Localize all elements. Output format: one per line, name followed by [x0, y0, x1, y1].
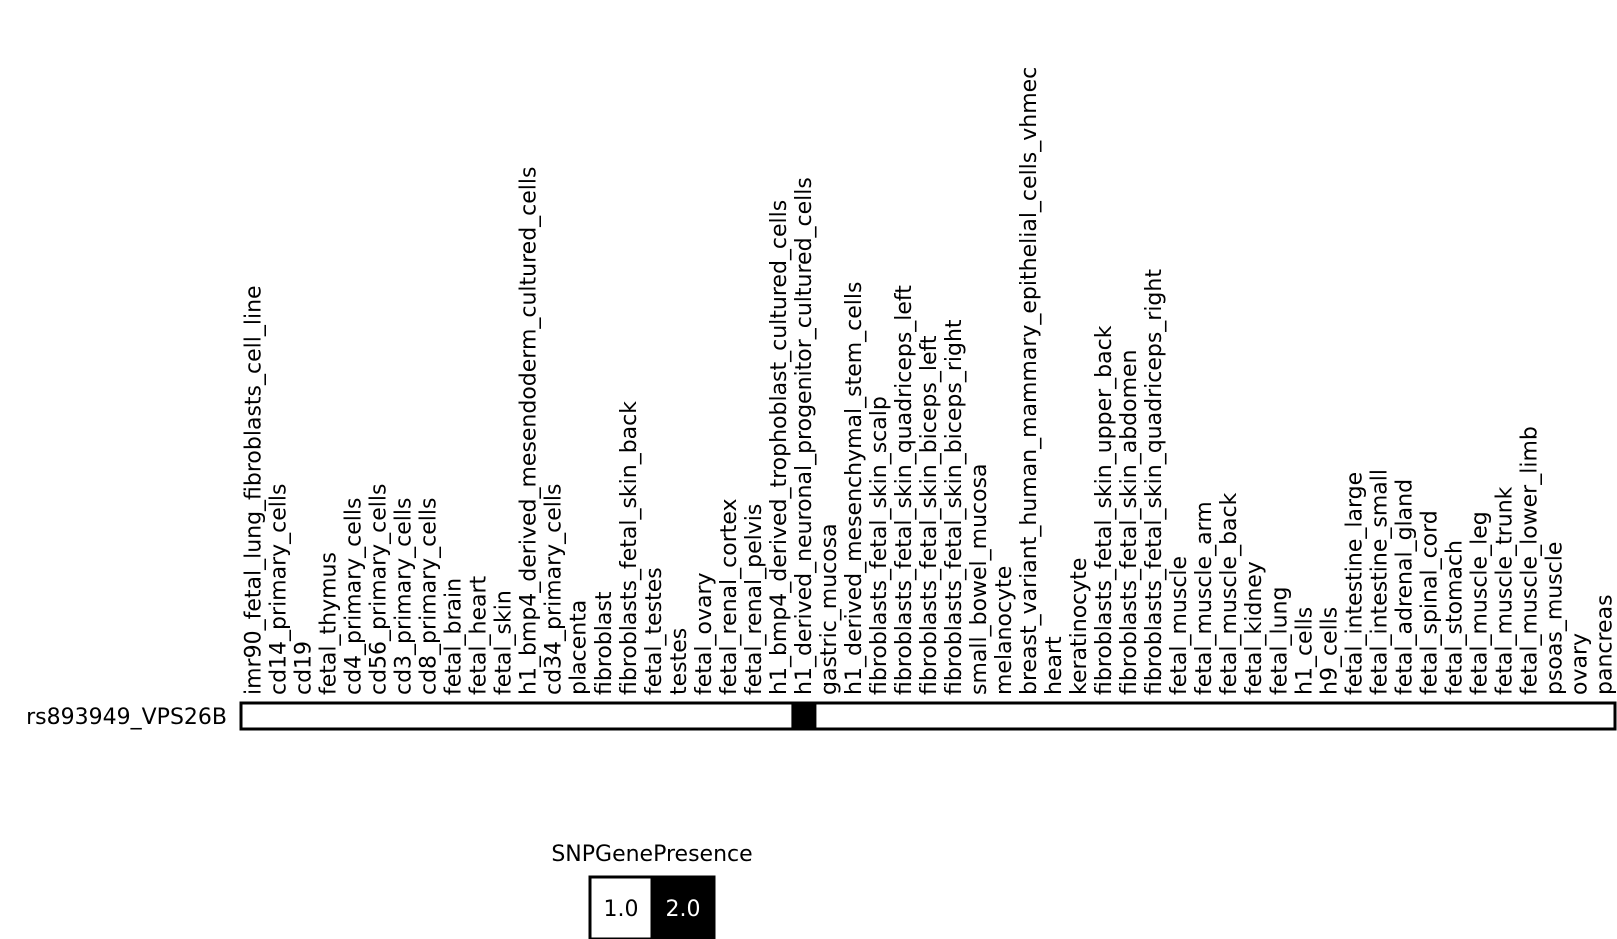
column-label: fetal_kidney — [1242, 561, 1268, 695]
heatmap-cells — [241, 703, 1617, 729]
heatmap-cell — [866, 703, 892, 729]
column-label: fibroblasts_fetal_skin_biceps_right — [942, 319, 967, 695]
heatmap-cell — [1367, 703, 1393, 729]
column-label: fetal_muscle_arm — [1192, 501, 1218, 695]
row-label: rs893949_VPS26B — [26, 705, 227, 730]
column-label: h1_bmp4_derived_trophoblast_cultured_cells — [766, 199, 792, 695]
heatmap-cell — [1417, 703, 1443, 729]
column-label: fibroblasts_fetal_skin_biceps_left — [917, 335, 942, 695]
legend — [551, 842, 752, 939]
column-label: placenta — [566, 599, 592, 695]
heatmap-cell — [1592, 703, 1617, 729]
heatmap-cell — [541, 703, 567, 729]
heatmap-cell — [816, 703, 842, 729]
column-label: h1_bmp4_derived_mesendoderm_cultured_cells — [516, 166, 542, 695]
column-label: cd34_primary_cells — [541, 483, 567, 695]
column-label: fetal_spinal_cord — [1417, 510, 1443, 695]
heatmap-cell — [641, 703, 667, 729]
column-label: fetal_brain — [441, 577, 467, 695]
column-labels — [242, 67, 1617, 695]
column-label: fetal_muscle_lower_limb — [1517, 426, 1543, 695]
heatmap-cell — [1017, 703, 1043, 729]
heatmap-cell — [1317, 703, 1343, 729]
column-label: fibroblasts_fetal_skin_back — [616, 401, 642, 695]
heatmap-cell — [1242, 703, 1268, 729]
heatmap-cell — [1117, 703, 1143, 729]
heatmap-cell — [316, 703, 342, 729]
heatmap-cell — [291, 703, 317, 729]
column-label: fetal_renal_cortex — [716, 498, 742, 695]
column-label: fibroblasts_fetal_skin_quadriceps_left — [892, 285, 917, 695]
heatmap-cell — [1467, 703, 1493, 729]
column-label: fetal_muscle — [1167, 555, 1193, 695]
heatmap-cell — [1217, 703, 1243, 729]
heatmap-cell — [491, 703, 517, 729]
column-label: fetal_adrenal_gland — [1392, 478, 1418, 695]
column-label: fibroblasts_fetal_skin_upper_back — [1092, 325, 1118, 695]
heatmap-cell — [341, 703, 367, 729]
heatmap-cell — [841, 703, 867, 729]
heatmap-cell — [741, 703, 767, 729]
column-label: h9_cells — [1317, 606, 1343, 695]
heatmap-cell — [942, 703, 968, 729]
column-label: imr90_fetal_lung_fibroblasts_cell_line — [241, 285, 267, 695]
heatmap-cell — [1067, 703, 1093, 729]
legend-entry — [590, 877, 652, 939]
legend-entry — [652, 877, 714, 939]
legend-title: SNPGenePresence — [551, 842, 753, 867]
heatmap-cell — [1517, 703, 1543, 729]
legend-label: 2.0 — [665, 897, 701, 922]
column-label: h1_derived_neuronal_progenitor_cultured_cells — [791, 177, 817, 695]
column-label: cd56_primary_cells — [366, 483, 392, 695]
legend-items — [590, 877, 714, 939]
column-label: fetal_testes — [641, 567, 667, 695]
column-label: heart — [1042, 636, 1068, 695]
heatmap-cell — [366, 703, 392, 729]
heatmap-cell — [416, 703, 442, 729]
column-label: fetal_stomach — [1442, 540, 1468, 695]
column-label: keratinocyte — [1067, 557, 1093, 695]
column-label: h1_cells — [1292, 606, 1318, 695]
heatmap-cell — [716, 703, 742, 729]
heatmap-cell — [1492, 703, 1518, 729]
heatmap-cell — [591, 703, 617, 729]
heatmap-cell — [1092, 703, 1118, 729]
column-label: fetal_thymus — [316, 552, 342, 695]
column-label: h1_derived_mesenchymal_stem_cells — [841, 281, 867, 695]
column-label: fetal_renal_pelvis — [741, 503, 767, 695]
column-label: fetal_intestine_large — [1342, 471, 1368, 695]
heatmap-cell — [891, 703, 917, 729]
legend-label: 1.0 — [603, 897, 639, 922]
heatmap-cell — [1342, 703, 1368, 729]
column-label: ovary — [1567, 632, 1593, 695]
heatmap-cell — [992, 703, 1018, 729]
column-label: fetal_heart — [466, 575, 492, 695]
heatmap-cell — [1567, 703, 1593, 729]
column-label: testes — [666, 627, 692, 695]
heatmap-cell — [466, 703, 492, 729]
heatmap-cell — [1267, 703, 1293, 729]
heatmap-cell — [1442, 703, 1468, 729]
column-label: fibroblast — [591, 591, 617, 695]
heatmap-cell — [1542, 703, 1568, 729]
column-label: fetal_intestine_small — [1367, 469, 1393, 695]
column-label: fetal_muscle_leg — [1467, 511, 1493, 695]
column-label: fibroblasts_fetal_skin_abdomen — [1117, 349, 1143, 695]
column-label: cd14_primary_cells — [266, 483, 292, 695]
heatmap-cell — [391, 703, 417, 729]
heatmap-cell — [1392, 703, 1418, 729]
heatmap-cell — [666, 703, 692, 729]
heatmap-cell — [1042, 703, 1068, 729]
heatmap-cell — [616, 703, 642, 729]
column-label: psoas_muscle — [1542, 541, 1568, 695]
column-label: cd4_primary_cells — [341, 497, 367, 695]
column-label: cd3_primary_cells — [391, 497, 417, 695]
heatmap-cell — [766, 703, 792, 729]
heatmap-cell — [266, 703, 292, 729]
heatmap-cell — [516, 703, 542, 729]
column-label: melanocyte — [992, 565, 1018, 695]
heatmap-cell — [691, 703, 717, 729]
column-label: fetal_muscle_back — [1217, 492, 1243, 695]
heatmap-cell — [566, 703, 592, 729]
column-label: fibroblasts_fetal_skin_quadriceps_right — [1142, 269, 1168, 695]
column-label: fibroblasts_fetal_skin_scalp — [867, 396, 892, 695]
heatmap-cell — [791, 703, 817, 729]
column-label: fetal_skin — [491, 590, 517, 695]
heatmap-cell — [1192, 703, 1218, 729]
column-label: cd8_primary_cells — [416, 497, 442, 695]
column-label: fetal_lung — [1267, 586, 1293, 695]
column-label: pancreas — [1592, 594, 1617, 695]
heatmap-cell — [916, 703, 942, 729]
column-label: small_bowel_mucosa — [967, 463, 992, 695]
column-label: fetal_ovary — [691, 572, 717, 695]
column-label: gastric_mucosa — [816, 523, 842, 695]
heatmap-cell — [1292, 703, 1318, 729]
heatmap-cell — [1167, 703, 1193, 729]
column-label: fetal_muscle_trunk — [1492, 486, 1518, 695]
column-label: breast_variant_human_mammary_epithelial_cells_vhmec — [1017, 66, 1043, 695]
heatmap-cell — [441, 703, 467, 729]
heatmap-cell — [241, 703, 267, 729]
row-labels — [26, 705, 227, 730]
heatmap-cell — [967, 703, 993, 729]
column-label: cd19 — [291, 640, 317, 695]
heatmap-cell — [1142, 703, 1168, 729]
